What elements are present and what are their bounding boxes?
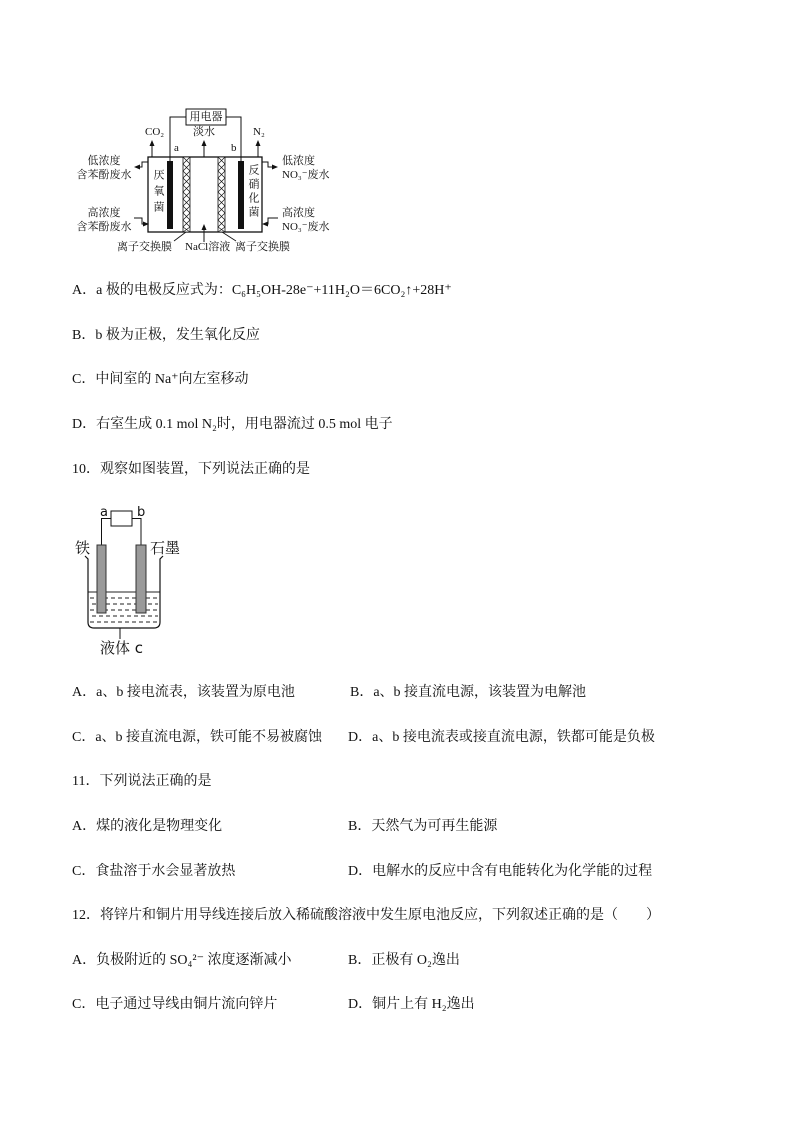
q12-stem: 12．将锌片和铜片用导线连接后放入稀硫酸溶液中发生原电池反应，下列叙述正确的是（ ）	[72, 908, 660, 923]
q12-option-d: D．铜片上有 H₂逸出	[348, 997, 475, 1012]
right-inlet-arrowhead	[262, 222, 268, 227]
meter-box	[111, 511, 132, 526]
left-inlet-label-2: 含苯酚废水	[76, 221, 132, 233]
n2-arrowhead	[256, 140, 261, 146]
q11-option-d: D．电解水的反应中含有电能转化为化学能的过程	[348, 864, 653, 879]
q10-beaker-figure	[70, 500, 200, 665]
left-membrane-leader	[174, 232, 186, 241]
right-inlet-label-1: 高浓度	[282, 207, 315, 219]
right-membrane-leader	[222, 232, 236, 241]
right-outlet-arrowhead	[272, 165, 278, 170]
q11-stem: 11．下列说法正确的是	[72, 774, 212, 789]
left-outlet-label-1: 低浓度	[87, 155, 121, 167]
q10-option-a: A．a、b 接电流表，该装置为原电池	[72, 685, 295, 700]
wire-a	[170, 117, 186, 161]
electrode-b-label: b	[231, 142, 237, 154]
left-outlet-arrowhead	[134, 165, 140, 170]
electrode-a	[167, 161, 173, 229]
co2-label: CO₂	[145, 126, 165, 138]
q9-option-d: D．右室生成 0.1 mol N₂时，用电器流过 0.5 mol 电子	[72, 417, 393, 432]
load-label: 用电器	[189, 111, 223, 123]
right-outlet-label-2: NO₃⁻废水	[282, 169, 330, 181]
terminal-b-label: b	[137, 505, 146, 520]
left-inlet-pipe	[134, 218, 144, 224]
wire-a	[102, 519, 112, 546]
wire-b	[226, 117, 241, 161]
q9-option-a: A．a 极的电极反应式为：C₆H₅OH-28e⁻+11H₂O＝6CO₂↑+28H⁺	[72, 283, 452, 298]
q9-fuel-cell-figure	[70, 105, 340, 255]
left-inlet-label-1: 高浓度	[87, 207, 121, 219]
nacl-arrowhead	[202, 224, 207, 230]
q10-option-c: C．a、b 接直流电源，铁可能不易被腐蚀	[72, 730, 323, 745]
graphite-electrode	[136, 545, 146, 613]
right-membrane-label: 离子交换膜	[235, 241, 290, 253]
left-chamber-bacteria-label: 厌氧菌	[152, 169, 164, 217]
electrode-a-label: a	[174, 142, 179, 154]
tank-outline	[148, 157, 262, 232]
nacl-solution-label: NaCl溶液	[185, 241, 231, 253]
q10-option-d: D．a、b 接电流表或接直流电源，铁都可能是负极	[348, 730, 655, 745]
q9-option-c: C．中间室的 Na⁺向左室移动	[72, 372, 249, 387]
right-chamber-bacteria-label: 反硝化菌	[247, 164, 259, 220]
left-outlet-pipe	[139, 162, 148, 167]
co2-arrowhead	[150, 140, 155, 146]
liquid-label: 液体 c	[100, 639, 144, 657]
q11-option-c: C．食盐溶于水会显著放热	[72, 864, 236, 879]
wire-b	[132, 519, 141, 546]
right-outlet-pipe	[262, 162, 273, 167]
left-membrane-label: 离子交换膜	[117, 241, 172, 253]
q10-stem: 10．观察如图装置，下列说法正确的是	[72, 462, 310, 477]
terminal-a-label: a	[100, 505, 108, 520]
fresh-water-arrowhead	[202, 140, 207, 146]
left-outlet-label-2: 含苯酚废水	[76, 169, 132, 181]
iron-electrode	[97, 545, 106, 613]
fresh-water-label: 淡水	[193, 126, 215, 138]
right-inlet-pipe	[267, 218, 278, 224]
q12-option-b: B．正极有 O₂逸出	[348, 953, 460, 968]
electrode-b	[238, 161, 244, 229]
graphite-label: 石墨	[150, 539, 181, 557]
q11-option-a: A．煤的液化是物理变化	[72, 819, 223, 834]
iron-label: 铁	[75, 539, 91, 557]
q12-option-c: C．电子通过导线由铜片流向锌片	[72, 997, 278, 1012]
q9-option-b: B．b 极为正极，发生氧化反应	[72, 328, 260, 343]
right-outlet-label-1: 低浓度	[282, 155, 315, 167]
q10-option-b: B．a、b 接直流电源，该装置为电解池	[350, 685, 587, 700]
q11-option-b: B．天然气为可再生能源	[348, 819, 498, 834]
q12-option-a: A．负极附近的 SO₄²⁻ 浓度逐渐减小	[72, 953, 292, 968]
n2-label: N₂	[253, 126, 265, 138]
right-inlet-label-2: NO₃⁻废水	[282, 221, 330, 233]
